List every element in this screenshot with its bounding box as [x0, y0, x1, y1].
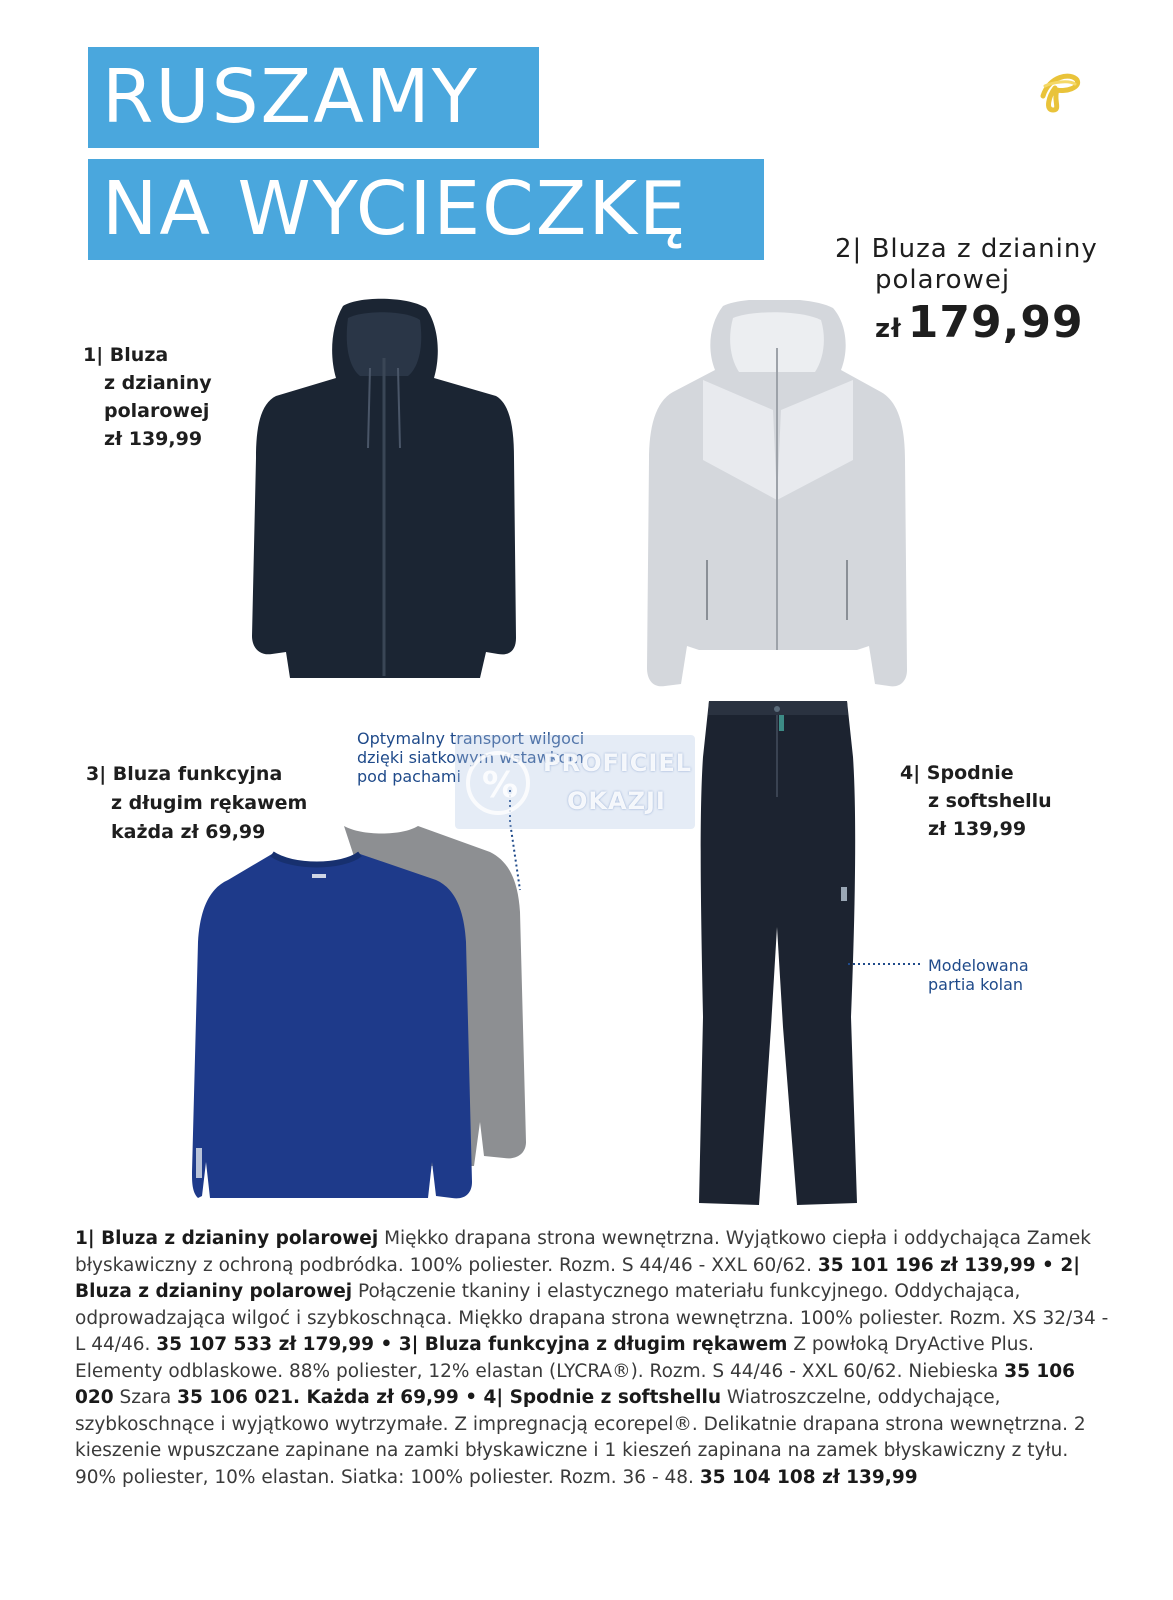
desc-item-4-text: Wiatroszczelne, oddychające, szybkoschnące i wyjątkowo wytrzymałe. Z impregnacją ecorepel®. Delikatnie drapana strona wewnętrzna. 2 kieszenie wpuszczane zapinane na zamki błyskawiczne i 1 kieszeń zapinana na zamek błyskawiczny z tyłu. 90% poliester, 10% elastan. Siatka: 100% poliester. Rozm. 36 - 48.: [75, 1387, 1086, 1488]
product-4-name-line-2: z softshellu: [928, 790, 1052, 812]
desc-item-3-title: 3| Bluza funkcyjna z długim rękawem: [392, 1334, 788, 1355]
desc-item-1-text: Miękko drapana strona wewnętrzna. Wyjątkowo ciepła i oddychająca Zamek błyskawiczny z ochroną podbródka. 100% poliester. Rozm. S 44/46 - XXL 60/62.: [75, 1228, 1091, 1276]
brand-logo-icon: [1035, 66, 1083, 114]
desc-item-3-text: Z powłoką DryActive Plus. Elementy odblaskowe. 88% poliester, 12% elastan (LYCRA®). Rozm. S 44/46 - XXL 60/62. Niebieska: [75, 1334, 1035, 1382]
product-3-name-line-2: z długim rękawem: [111, 792, 308, 814]
watermark-line-1: PROFICIEL: [543, 749, 693, 777]
product-4-number: 4|: [900, 762, 921, 784]
product-2-image: [643, 300, 911, 692]
percent-icon: [463, 741, 533, 821]
callout-knee-shaping: [928, 956, 1029, 994]
product-1-name-line-1: Bluza: [109, 344, 169, 366]
desc-item-2-text: Połączenie tkaniny i elastycznego materiału funkcyjnego. Oddychająca, odprowadzająca wilgoć i szybkoschnąca. Miękko drapana strona wewnętrzna. 100% poliester. Rozm. XS 32/34 - L 44/46.: [75, 1281, 1109, 1355]
desc-item-4-code-price: 35 104 108 zł 139,99: [699, 1466, 918, 1488]
watermark: [455, 735, 695, 829]
product-1-name-line-3: polarowej: [104, 400, 210, 422]
callout-knees-line-2: partia kolan: [928, 975, 1024, 994]
product-3-price: każda zł 69,99: [111, 821, 266, 843]
desc-item-3-code-grey-price: 35 106 021. Każda zł 69,99 •: [177, 1387, 478, 1408]
callout-knees-leader-line: [848, 960, 926, 968]
product-2-price: 179,99: [907, 297, 1084, 348]
headline-line-2: NA WYCIECZKĘ: [88, 159, 764, 260]
product-3-name-line-1: Bluza funkcyjna: [112, 763, 283, 785]
desc-item-1-code-price: 35 101 196 zł 139,99 •: [817, 1254, 1054, 1276]
desc-item-2-title: 2| Bluza z dzianiny polarowej: [75, 1254, 1080, 1302]
product-description-paragraph: [75, 1226, 1110, 1491]
product-2-currency: zł: [875, 314, 902, 344]
product-3-number: 3|: [86, 763, 107, 785]
svg-text:%: %: [482, 765, 519, 806]
callout-moisture-line-1: Optymalny transport wilgoci: [357, 729, 585, 748]
watermark-line-2: OKAZJI: [567, 787, 666, 815]
desc-item-3-code-blue: 35 106 020: [75, 1360, 1076, 1408]
product-1-price: zł 139,99: [104, 428, 203, 450]
product-1-number: 1|: [83, 344, 104, 366]
desc-item-4-title: 4| Spodnie z softshellu: [477, 1387, 722, 1408]
product-2-name-line-2: polarowej: [875, 265, 1011, 295]
product-4-name-line-1: Spodnie: [926, 762, 1014, 784]
product-4-price: zł 139,99: [928, 818, 1027, 840]
callout-moisture-line-3: pod pachami: [357, 767, 461, 786]
headline-line-1: RUSZAMY: [88, 47, 539, 148]
product-1-label: [83, 341, 212, 453]
product-4-label: [900, 759, 1052, 843]
product-1-image: [248, 298, 520, 686]
product-2-number: 2|: [835, 234, 863, 264]
product-1-name-line-2: z dzianiny: [104, 372, 212, 394]
callout-knees-line-1: Modelowana: [928, 956, 1029, 975]
desc-item-3-color-grey: Szara: [113, 1387, 178, 1408]
product-2-name-line-1: Bluza z dzianiny: [871, 234, 1098, 264]
product-4-image: [695, 697, 863, 1209]
desc-item-2-code-price: 35 107 533 zł 179,99 •: [156, 1334, 393, 1355]
callout-moisture-line-2: dzięki siatkowym wstawkom: [357, 748, 584, 767]
desc-item-1-title: 1| Bluza z dzianiny polarowej: [75, 1228, 379, 1249]
